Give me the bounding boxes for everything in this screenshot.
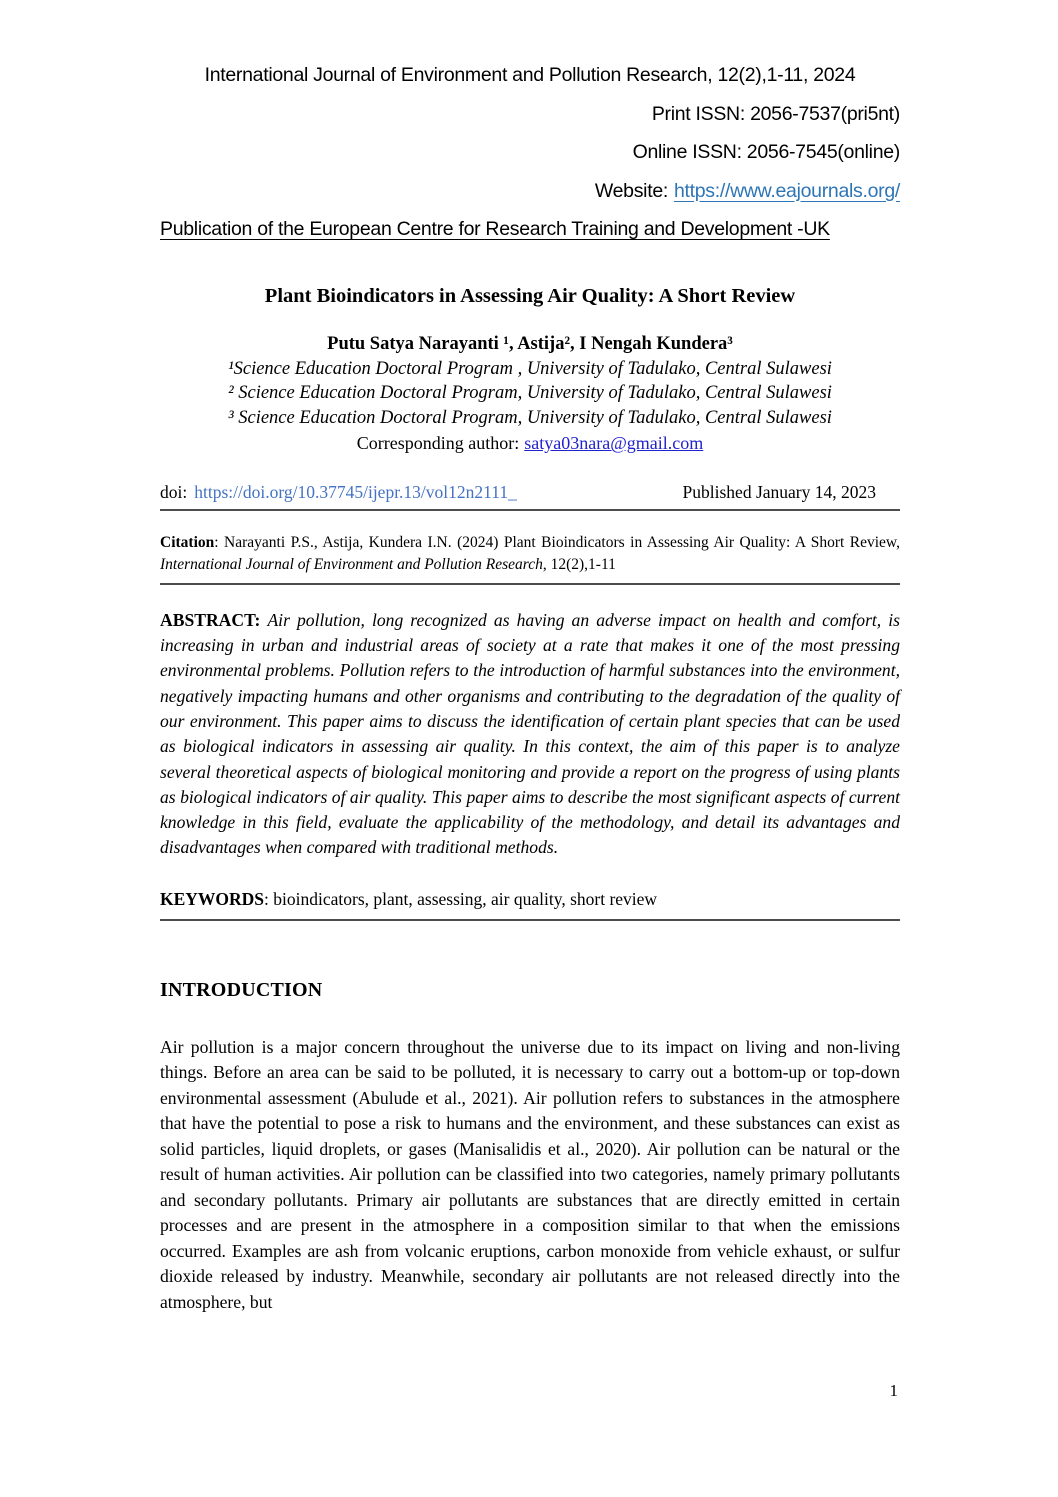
affiliation-3: ³ Science Education Doctoral Program, University of Tadulako, Central Sulawesi (228, 407, 832, 428)
article-title: Plant Bioindicators in Assessing Air Quality: A Short Review (264, 284, 796, 307)
affiliations-block (160, 357, 900, 457)
journal-masthead (160, 56, 900, 249)
abstract-text: Air pollution, long recognized as having an adverse impact on health and comfort, is increasing in urban and industrial areas of society at a rate that makes it one of the most pressing environmental problems. Pollution refers to the introduction of harmful substances into the environment, negatively impacting humans and other organisms and contributing to the degradation of the quality of our environment. This paper aims to discuss the identification of certain plant species that can be used as biological indicators in assessing air quality. In this context, the aim of this paper is to analyze several theoretical aspects of biological monitoring and provide a report on the progress of using plants as biological indicators of air quality. This paper aims to describe the most significant aspects of current knowledge in this field, evaluate the applicability of the methodology, and detail its advantages and disadvantages when compared with traditional methods. (160, 609, 900, 858)
online-issn-line: Online ISSN: 2056-7545(online) (632, 141, 900, 163)
keywords-label: KEYWORDS (160, 888, 265, 909)
keywords-line (160, 887, 900, 911)
citation-divider (160, 583, 900, 585)
doi-link[interactable]: https://doi.org/10.37745/ijepr.13/vol12n2111_ (194, 481, 517, 502)
page-number: 1 (889, 1381, 898, 1400)
website-label: Website: (594, 179, 668, 202)
published-date: Published January 14, 2023 (682, 481, 876, 502)
introduction-heading: INTRODUCTION (160, 978, 323, 1001)
doi-row (160, 480, 900, 504)
doi-divider (160, 509, 900, 511)
corresponding-email-link[interactable]: satya03nara@gmail.com (524, 433, 704, 454)
print-issn-line: Print ISSN: 2056-7537(pri5nt) (651, 102, 900, 125)
citation-text-after: , 12(2),1-11 (542, 555, 616, 573)
doi-label: doi: (160, 481, 188, 502)
affiliation-1: ¹Science Education Doctoral Program , University of Tadulako, Central Sulawesi (228, 358, 832, 379)
citation-label: Citation (160, 533, 215, 551)
introduction-paragraph: Air pollution is a major concern throughout the universe due to its impact on living and non-living things. Before an area can be said to be polluted, it is necessary to carry out a bottom-up or top-down environmental assessment (Abulude et al., 2021). Air pollution refers to substances in the atmosphere that have the potential to pose a risk to humans and the environment, and these substances can exist as solid particles, liquid droplets, or gases (Manisalidis et al., 2020). Air pollution can be natural or the result of human activities. Air pollution can be classified into two categories, namely primary pollutants and secondary pollutants. Primary air pollutants are substances that are directly emitted in certain processes and are present in the atmosphere in a composition similar to that when the emissions occurred. Examples are ash from volcanic eruptions, carbon monoxide from vehicle exhaust, or sulfur dioxide released by industry. Meanwhile, secondary air pollutants are not released directly into the atmosphere, but (160, 1036, 900, 1312)
keywords-divider (160, 919, 900, 921)
abstract-label: ABSTRACT: (160, 609, 261, 630)
publication-line: Publication of the European Centre for Research Training and Development -UK (160, 218, 830, 240)
corresponding-author-line (160, 430, 900, 457)
citation-text-before: : Narayanti P.S., Astija, Kundera I.N. (2024) Plant Bioindicators in Assessing Air Quality: A Short Review, (214, 533, 900, 551)
corresponding-label: Corresponding author: (356, 433, 520, 454)
abstract-paragraph (160, 608, 900, 861)
citation-journal-name: International Journal of Environment and Pollution Research (160, 555, 543, 573)
citation-paragraph (160, 532, 900, 576)
keywords-text: : bioindicators, plant, assessing, air quality, short review (264, 888, 658, 909)
website-link[interactable]: https://www.eajournals.org/ (673, 179, 900, 202)
doi-segment (160, 480, 517, 504)
affiliation-2: ² Science Education Doctoral Program, University of Tadulako, Central Sulawesi (228, 383, 832, 404)
authors-line: Putu Satya Narayanti ¹, Astija², I Nengah Kundera³ (327, 333, 733, 354)
website-line (160, 172, 900, 211)
journal-title-line: International Journal of Environment and Pollution Research, 12(2),1-11, 2024 (204, 64, 856, 86)
